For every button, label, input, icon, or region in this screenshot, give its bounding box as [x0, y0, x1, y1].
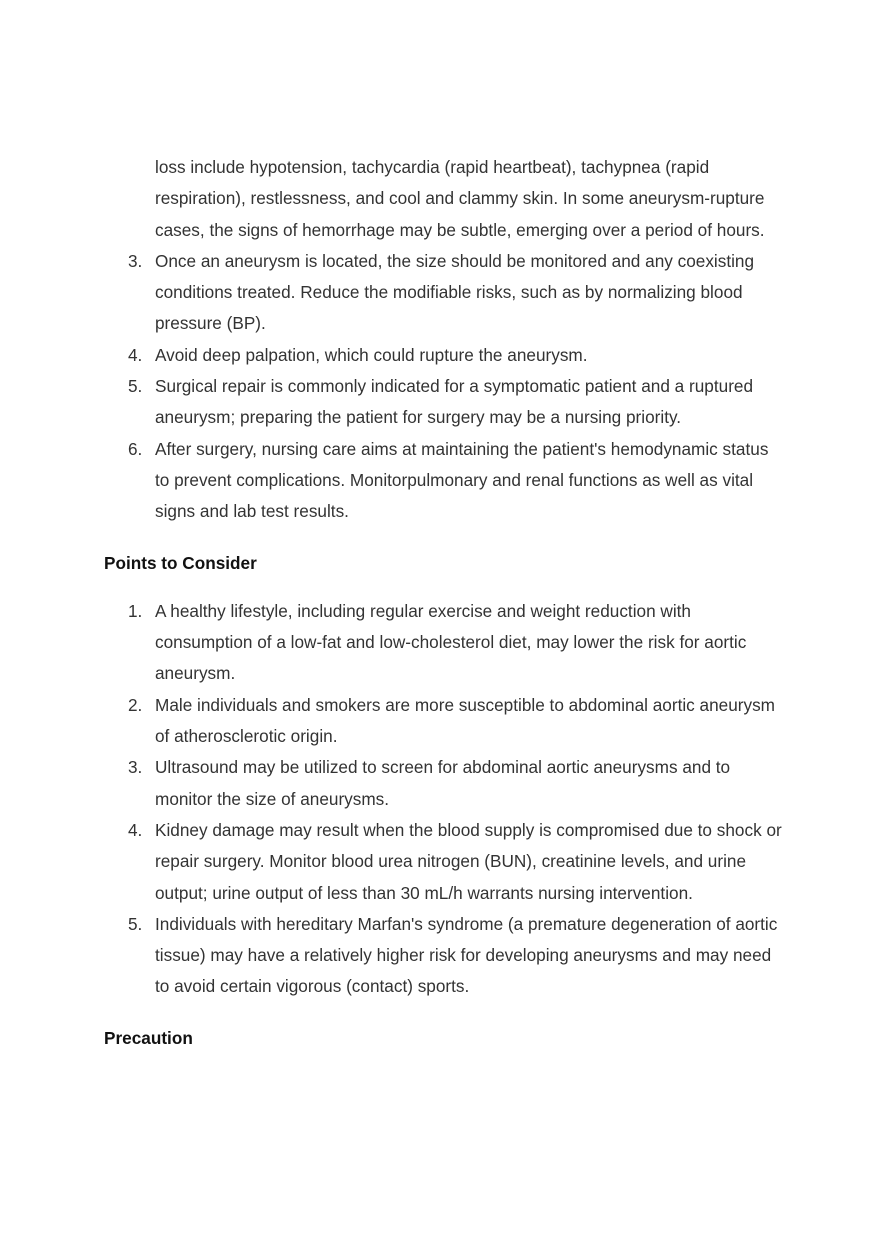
list-item-number: 3.: [128, 757, 143, 778]
list-item-text: loss include hypotension, tachycardia (rapid heartbeat), tachypnea (rapid respiration), restlessness, and cool and clammy skin. In some aneurysm-rupture cases, the signs of hemorrhage may be subtle, emerging over a period of hours.: [155, 157, 765, 240]
list-item: [104, 596, 784, 690]
list-item-number: 5.: [128, 913, 143, 934]
list-item: [104, 909, 784, 1003]
list-item-number: 4.: [128, 344, 143, 365]
list-item-text: Male individuals and smokers are more susceptible to abdominal aortic aneurysm of atherosclerotic origin.: [155, 694, 776, 747]
points-to-consider-list: [104, 596, 784, 1003]
nursing-care-list: [104, 152, 784, 528]
list-item-text: Once an aneurysm is located, the size should be monitored and any coexisting conditions treated. Reduce the modifiable risks, such as by normalizing blood pressure (BP).: [155, 250, 755, 334]
list-item-number: 5.: [128, 376, 143, 397]
list-item: [104, 434, 784, 528]
list-item-text: Avoid deep palpation, which could rupture the aneurysm.: [155, 344, 588, 365]
list-item-text: Individuals with hereditary Marfan's syndrome (a premature degeneration of aortic tissue) may have a relatively higher risk for developing aneurysms and may need to avoid certain vigorous (contact) sports.: [155, 913, 778, 997]
list-item-text: Surgical repair is commonly indicated for a symptomatic patient and a ruptured aneurysm; preparing the patient for surgery may be a nursing priority.: [155, 376, 754, 428]
precaution-heading: Precaution: [104, 1027, 193, 1048]
list-item-text: Ultrasound may be utilized to screen for abdominal aortic aneurysms and to monitor the size of aneurysms.: [155, 757, 731, 809]
list-item: [104, 371, 784, 434]
list-item-number: 1.: [128, 600, 143, 621]
list-item: [104, 752, 784, 815]
list-item-text: After surgery, nursing care aims at maintaining the patient's hemodynamic status to prevent complications. Monitorpulmonary and renal functions as well as vital signs and lab test results.: [155, 438, 769, 522]
list-item: [104, 690, 784, 753]
list-item: [104, 246, 784, 340]
list-item-text: Kidney damage may result when the blood supply is compromised due to shock or repair surgery. Monitor blood urea nitrogen (BUN), creatinine levels, and urine output; urine output of less than 30 mL/h warrants nursing intervention.: [155, 819, 782, 903]
list-item: [104, 815, 784, 909]
list-item-number: 3.: [128, 250, 143, 271]
list-item-number: 6.: [128, 438, 143, 459]
list-item-number: 2.: [128, 694, 143, 715]
points-to-consider-heading: Points to Consider: [104, 552, 257, 573]
page-content: [104, 152, 784, 1071]
list-item: [104, 152, 784, 246]
list-item-number: 4.: [128, 819, 143, 840]
list-item: [104, 340, 784, 371]
list-item-text: A healthy lifestyle, including regular exercise and weight reduction with consumption of a low-fat and low-cholesterol diet, may lower the risk for aortic aneurysm.: [155, 600, 747, 684]
